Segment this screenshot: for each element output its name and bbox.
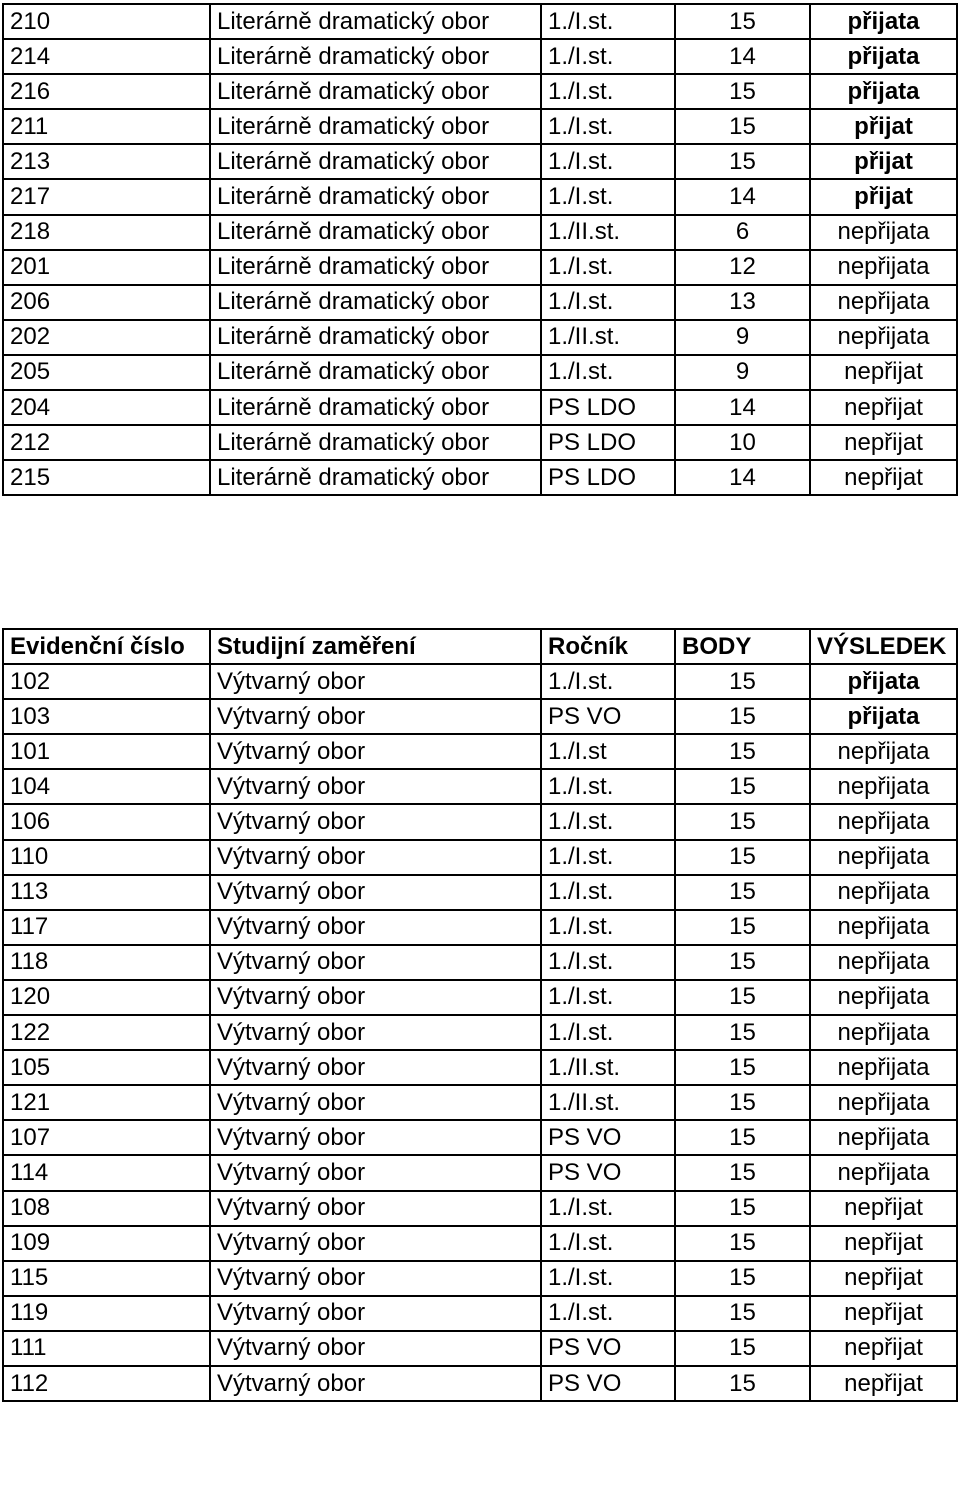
cell-points: 15 [675,804,810,839]
cell-points: 12 [675,250,810,285]
cell-study-field: Literárně dramatický obor [210,179,541,214]
cell-grade: 1./I.st. [541,875,675,910]
cell-grade: 1./I.st. [541,1226,675,1261]
table-row [3,460,957,495]
cell-study-field: Výtvarný obor [210,910,541,945]
cell-registration-number: 113 [3,875,210,910]
cell-result: nepřijata [810,1015,957,1050]
cell-grade: PS LDO [541,425,675,460]
cell-registration-number: 118 [3,945,210,980]
cell-registration-number: 217 [3,179,210,214]
results-table-literary-drama [2,3,958,496]
cell-study-field: Literárně dramatický obor [210,285,541,320]
cell-registration-number: 104 [3,769,210,804]
cell-points: 10 [675,425,810,460]
cell-registration-number: 205 [3,355,210,390]
table-row [3,1050,957,1085]
header-study-field: Studijní zaměření [210,629,541,664]
cell-result: nepřijata [810,980,957,1015]
cell-result: nepřijat [810,390,957,425]
cell-result: nepřijata [810,1120,957,1155]
cell-registration-number: 121 [3,1085,210,1120]
table-row [3,215,957,250]
cell-study-field: Literárně dramatický obor [210,74,541,109]
cell-result: nepřijat [810,460,957,495]
cell-points: 15 [675,769,810,804]
cell-study-field: Literárně dramatický obor [210,250,541,285]
cell-grade: 1./I.st. [541,355,675,390]
table-row [3,285,957,320]
table-row [3,250,957,285]
cell-result: nepřijat [810,1226,957,1261]
cell-points: 15 [675,664,810,699]
table-row [3,1155,957,1190]
cell-result: nepřijata [810,320,957,355]
cell-study-field: Literárně dramatický obor [210,460,541,495]
cell-study-field: Literárně dramatický obor [210,390,541,425]
cell-grade: 1./I.st. [541,250,675,285]
cell-points: 15 [675,699,810,734]
header-row [3,629,957,664]
table-row [3,1015,957,1050]
cell-study-field: Výtvarný obor [210,1331,541,1366]
cell-registration-number: 103 [3,699,210,734]
cell-grade: PS VO [541,699,675,734]
cell-result: nepřijata [810,250,957,285]
cell-points: 15 [675,1261,810,1296]
cell-registration-number: 112 [3,1366,210,1401]
cell-grade: 1./II.st. [541,1085,675,1120]
cell-grade: 1./I.st. [541,1191,675,1226]
cell-study-field: Výtvarný obor [210,1261,541,1296]
cell-grade: 1./I.st. [541,109,675,144]
cell-grade: PS VO [541,1331,675,1366]
cell-registration-number: 115 [3,1261,210,1296]
cell-registration-number: 216 [3,74,210,109]
cell-result: nepřijata [810,1155,957,1190]
table-row [3,875,957,910]
cell-result: přijata [810,4,957,39]
cell-registration-number: 206 [3,285,210,320]
cell-registration-number: 122 [3,1015,210,1050]
table-row [3,1120,957,1155]
cell-grade: PS VO [541,1120,675,1155]
cell-registration-number: 218 [3,215,210,250]
cell-registration-number: 213 [3,144,210,179]
cell-points: 15 [675,980,810,1015]
cell-grade: 1./I.st. [541,1261,675,1296]
cell-points: 15 [675,1366,810,1401]
table-row [3,1085,957,1120]
table-row [3,1366,957,1401]
table-row [3,144,957,179]
cell-result: přijat [810,144,957,179]
cell-study-field: Literárně dramatický obor [210,39,541,74]
cell-registration-number: 109 [3,1226,210,1261]
cell-grade: 1./I.st. [541,945,675,980]
table-header [3,629,957,664]
cell-result: nepřijata [810,840,957,875]
cell-grade: 1./I.st. [541,74,675,109]
cell-result: nepřijat [810,1331,957,1366]
cell-registration-number: 201 [3,250,210,285]
cell-registration-number: 204 [3,390,210,425]
cell-registration-number: 101 [3,734,210,769]
table-row [3,390,957,425]
cell-result: nepřijat [810,1261,957,1296]
cell-points: 15 [675,74,810,109]
header-registration-number: Evidenční číslo [3,629,210,664]
cell-result: přijata [810,699,957,734]
table-row [3,425,957,460]
cell-registration-number: 120 [3,980,210,1015]
table-row [3,804,957,839]
cell-study-field: Literárně dramatický obor [210,109,541,144]
cell-registration-number: 202 [3,320,210,355]
cell-grade: 1./I.st. [541,285,675,320]
cell-registration-number: 110 [3,840,210,875]
table-row [3,1261,957,1296]
table-row [3,664,957,699]
cell-study-field: Výtvarný obor [210,804,541,839]
cell-grade: PS LDO [541,460,675,495]
cell-result: nepřijata [810,1085,957,1120]
cell-points: 14 [675,179,810,214]
cell-points: 15 [675,4,810,39]
cell-study-field: Literárně dramatický obor [210,355,541,390]
table-row [3,4,957,39]
cell-result: nepřijat [810,1366,957,1401]
cell-points: 13 [675,285,810,320]
table-row [3,179,957,214]
cell-grade: PS VO [541,1366,675,1401]
cell-study-field: Výtvarný obor [210,1191,541,1226]
cell-result: nepřijata [810,1050,957,1085]
cell-grade: 1./II.st. [541,215,675,250]
table-row [3,320,957,355]
table-row [3,355,957,390]
cell-grade: 1./I.st. [541,39,675,74]
cell-result: přijata [810,74,957,109]
cell-grade: PS LDO [541,390,675,425]
table-row [3,1296,957,1331]
cell-grade: 1./I.st. [541,179,675,214]
cell-grade: 1./II.st. [541,320,675,355]
cell-study-field: Literárně dramatický obor [210,4,541,39]
cell-points: 15 [675,1191,810,1226]
cell-result: nepřijat [810,425,957,460]
cell-points: 6 [675,215,810,250]
cell-points: 15 [675,1120,810,1155]
cell-points: 14 [675,39,810,74]
table-row [3,734,957,769]
results-table-body [3,664,957,1401]
table-row [3,74,957,109]
cell-result: přijata [810,39,957,74]
cell-result: nepřijata [810,734,957,769]
cell-study-field: Výtvarný obor [210,1226,541,1261]
cell-study-field: Výtvarný obor [210,1085,541,1120]
cell-registration-number: 111 [3,1331,210,1366]
cell-registration-number: 105 [3,1050,210,1085]
cell-points: 9 [675,320,810,355]
cell-points: 15 [675,945,810,980]
cell-points: 15 [675,109,810,144]
cell-study-field: Výtvarný obor [210,840,541,875]
table-row [3,1226,957,1261]
cell-grade: 1./I.st. [541,840,675,875]
cell-grade: 1./I.st. [541,980,675,1015]
table-row [3,1331,957,1366]
cell-grade: PS VO [541,1155,675,1190]
cell-result: přijata [810,664,957,699]
cell-study-field: Výtvarný obor [210,1366,541,1401]
cell-result: nepřijata [810,945,957,980]
cell-result: nepřijat [810,1296,957,1331]
cell-result: nepřijata [810,285,957,320]
cell-registration-number: 211 [3,109,210,144]
cell-registration-number: 106 [3,804,210,839]
header-result: VÝSLEDEK [810,629,957,664]
cell-study-field: Výtvarný obor [210,980,541,1015]
cell-registration-number: 117 [3,910,210,945]
cell-registration-number: 212 [3,425,210,460]
cell-study-field: Literárně dramatický obor [210,425,541,460]
table-row [3,840,957,875]
cell-result: nepřijat [810,1191,957,1226]
cell-grade: 1./I.st. [541,664,675,699]
cell-result: nepřijata [810,769,957,804]
cell-registration-number: 119 [3,1296,210,1331]
cell-result: nepřijata [810,910,957,945]
cell-points: 15 [675,910,810,945]
header-grade: Ročník [541,629,675,664]
cell-registration-number: 107 [3,1120,210,1155]
cell-grade: 1./II.st. [541,1050,675,1085]
cell-grade: 1./I.st. [541,144,675,179]
cell-study-field: Výtvarný obor [210,1120,541,1155]
cell-result: nepřijata [810,215,957,250]
header-points: BODY [675,629,810,664]
cell-points: 15 [675,734,810,769]
cell-registration-number: 102 [3,664,210,699]
cell-registration-number: 114 [3,1155,210,1190]
table-row [3,699,957,734]
cell-points: 15 [675,1296,810,1331]
cell-points: 15 [675,1085,810,1120]
table-row [3,769,957,804]
table-row [3,1191,957,1226]
cell-registration-number: 210 [3,4,210,39]
cell-grade: 1./I.st. [541,910,675,945]
cell-result: nepřijata [810,804,957,839]
cell-study-field: Výtvarný obor [210,1050,541,1085]
table-row [3,980,957,1015]
cell-grade: 1./I.st [541,734,675,769]
cell-grade: 1./I.st. [541,1015,675,1050]
cell-grade: 1./I.st. [541,769,675,804]
cell-points: 15 [675,1331,810,1366]
cell-grade: 1./I.st. [541,4,675,39]
cell-study-field: Literárně dramatický obor [210,320,541,355]
cell-study-field: Výtvarný obor [210,875,541,910]
results-table-body [3,4,957,495]
cell-registration-number: 214 [3,39,210,74]
cell-study-field: Výtvarný obor [210,699,541,734]
cell-grade: 1./I.st. [541,1296,675,1331]
cell-study-field: Výtvarný obor [210,1015,541,1050]
cell-points: 15 [675,1155,810,1190]
cell-result: nepřijata [810,875,957,910]
cell-study-field: Výtvarný obor [210,1296,541,1331]
table-row [3,109,957,144]
cell-points: 14 [675,390,810,425]
cell-study-field: Literárně dramatický obor [210,215,541,250]
cell-grade: 1./I.st. [541,804,675,839]
cell-points: 14 [675,460,810,495]
cell-study-field: Výtvarný obor [210,734,541,769]
cell-points: 9 [675,355,810,390]
cell-study-field: Výtvarný obor [210,769,541,804]
cell-study-field: Výtvarný obor [210,664,541,699]
cell-result: nepřijat [810,355,957,390]
cell-points: 15 [675,875,810,910]
table-row [3,910,957,945]
cell-points: 15 [675,144,810,179]
cell-result: přijat [810,109,957,144]
cell-points: 15 [675,1015,810,1050]
table-row [3,39,957,74]
cell-points: 15 [675,840,810,875]
cell-points: 15 [675,1226,810,1261]
cell-study-field: Výtvarný obor [210,945,541,980]
cell-study-field: Literárně dramatický obor [210,144,541,179]
results-table-visual-arts [2,628,958,1402]
cell-registration-number: 108 [3,1191,210,1226]
cell-points: 15 [675,1050,810,1085]
cell-result: přijat [810,179,957,214]
table-row [3,945,957,980]
cell-registration-number: 215 [3,460,210,495]
cell-study-field: Výtvarný obor [210,1155,541,1190]
